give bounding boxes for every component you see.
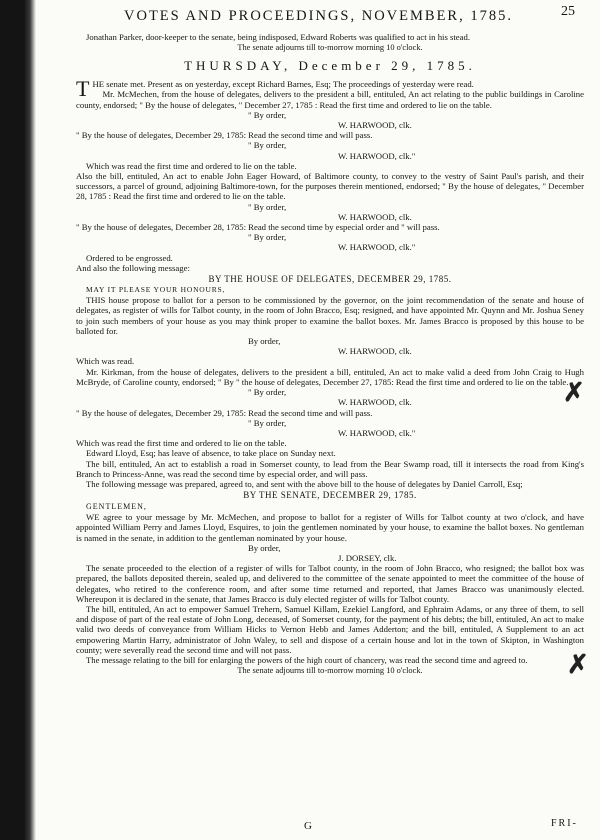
paragraph-parker: Jonathan Parker, door-keeper to the senate, being indisposed, Edward Roberts was qualified to act in his stead. — [86, 32, 471, 42]
clerk-signature: W. HARWOOD, clk. — [338, 346, 412, 357]
clerk-signature: W. HARWOOD, clk. — [338, 120, 412, 131]
paragraph-mechen-bill: Mr. McMechen, from the house of delegates, delivers to the president a bill, entituled, An act relating to the public buildings in Caroline county, endorsed; " By the house of delegates, " December 27, 1785 : Read the first time and ordered to lie on the table. — [76, 89, 584, 110]
clerk-signature: W. HARWOOD, clk." — [338, 242, 416, 253]
catchword: FRI- — [551, 818, 578, 829]
endorsement-quote: " By the house of delegates, December 29, 1785: Read the second time and will pass. — [76, 130, 373, 141]
clerk-signature: W. HARWOOD, clk. — [338, 397, 412, 408]
paragraph-following-message: And also the following message: — [76, 262, 190, 273]
by-order: By order, — [248, 336, 281, 347]
salutation: MAY IT PLEASE YOUR HONOURS, — [86, 285, 226, 295]
clerk-signature: W. HARWOOD, clk. — [338, 211, 412, 222]
page-number: 25 — [561, 4, 575, 19]
endorsement-quote: " By the house of delegates, December 28, 1785: Read the second time by especial order and " will pass. — [76, 222, 440, 233]
by-order: " By order, — [248, 232, 287, 243]
by-order: " By order, — [248, 387, 287, 398]
paragraph-road-bill: The bill, entituled, An act to establish a road in Somerset county, to lead from the Bear Swamp road, till it intersects the road from King's Branch to Princess-Anne, was read the second time by especial order, and will pass. — [76, 458, 584, 479]
paragraph-election: The senate proceeded to the election of a register of wills for Talbot county, in the room of John Bracco, who resigned; the ballot box was prepared, the ballots deposited therein, sealed up, and delivered to the committee of the senate appointed to meet the committee of the house of delegates, who retired to the conference room, and after some time returned and reported, that James Bracco was unanimously elected. Whereupon it is declared in the senate, that James Bracco is duly elected register of wills for Talbot county. — [76, 563, 584, 604]
paragraph-howard-bill: Also the bill, entituled, An act to enable John Eager Howard, of Baltimore county, to convey to the vestry of Saint Paul's parish, and their successors, a parcel of ground, adjoining Baltimore-town, for the purposes therein mentioned, endorsed; " By the house of delegates, " December 28, 1785 : Read the first time and ordered to lie on the table. — [76, 171, 584, 202]
message-heading-senate: BY THE SENATE, DECEMBER 29, 1785. — [243, 490, 417, 501]
paragraph-senate-met-text: HE senate met. Present as on yesterday, except Richard Barnes, Esq; The proceedings of yesterday were read. — [92, 79, 474, 90]
adjournment-notice: The senate adjourns till to-morrow morning 10 o'clock. — [237, 43, 423, 53]
running-title: VOTES AND PROCEEDINGS, NOVEMBER, 1785. — [124, 8, 513, 24]
message-heading-delegates: BY THE HOUSE OF DELEGATES, DECEMBER 29, 1785. — [208, 274, 452, 285]
clerk-signature: W. HARWOOD, clk." — [338, 150, 416, 161]
handwritten-x-mark: ✗ — [567, 650, 589, 679]
by-order: " By order, — [248, 140, 287, 151]
scan-binding-edge — [0, 0, 36, 840]
clerk-signature: W. HARWOOD, clk." — [338, 427, 416, 438]
by-order: " By order, — [248, 417, 287, 428]
paragraph-ballot-proposal: THIS house propose to ballot for a person to be commissioned by the governor, on the joint recommendation of the senate and house of delegates, as register of wills for Talbot county, in the room of John Bracco, Esq; resigned, and have appointed Mr. Quynn and Mr. Joshua Seney to join such members of your house as you may think proper to examine the ballot boxes. Mr. James Bracco is proposed by this house to be balloted for. — [76, 295, 584, 336]
handwritten-x-mark: ✗ — [563, 378, 585, 407]
clerk-signature-dorsey: J. DORSEY, clk. — [338, 552, 397, 563]
salutation-gentlemen: GENTLEMEN, — [86, 502, 147, 512]
page-header — [76, 2, 584, 32]
paragraph-which-was-read: Which was read. — [76, 356, 135, 367]
by-order: " By order, — [248, 201, 287, 212]
text-column — [76, 2, 584, 676]
endorsement-quote: " By the house of delegates, December 29, 1785: Read the second time and will pass. — [76, 407, 373, 418]
adjournment-notice: The senate adjourns till to-morrow morning 10 o'clock. — [237, 666, 423, 676]
drop-cap: T — [76, 76, 90, 102]
paragraph-which-read: Which was read the first time and ordered to lie on the table. — [86, 160, 297, 171]
paragraph-we-agree: WE agree to your message by Mr. McMechen, and propose to ballot for a register of Wills for Talbot county at two o'clock, and have appointed William Perry and James Lloyd, Esquires, to join the gentlemen nominated by your house, to examine the ballot boxes. No gentleman is named in the senate, in addition to the gentleman nominated by your house. — [76, 512, 584, 543]
day-heading: THURSDAY, December 29, 1785. — [184, 58, 476, 74]
by-order: " By order, — [248, 109, 287, 120]
paragraph-lloyd-leave: Edward Lloyd, Esq; has leave of absence, to take place on Sunday next. — [86, 448, 336, 459]
signature-mark: G — [304, 820, 312, 832]
paragraph-trehern-bills: The bill, entituled, An act to empower Samuel Trehern, Samuel Killam, Ezekiel Langford, and Ephraim Adams, or any three of them, to sell and dispose of part of the real estate of John Long, deceased, of Somerset county, for the payment of his debts; the bill, entituled, An act to make valid two deeds of conveyance from William Hicks to Vernon Hebb and James Adderton; and the bill, entituled, A Supplement to an act empowering Martin Harry, administrator of John Waley, to sell and dispose of a certain house and lot in the town of Skipton, in Washington county; were severally read the second time and will not pass. — [76, 603, 584, 655]
paragraph-which-read: Which was read the first time and ordered to lie on the table. — [76, 438, 287, 449]
paragraph-engrossed: Ordered to be engrossed. — [86, 252, 173, 263]
by-order: By order, — [248, 542, 281, 553]
paragraph-kirkman-bill: Mr. Kirkman, from the house of delegates, delivers to the president a bill, entituled, An act to make valid a deed from John Craig to Hugh McBryde, of Caroline county, endorsed; " By " the house of delegates, December 27, 1785: Read the first time and ordered to lie on the table. — [76, 366, 584, 387]
paragraph-message-prepared: The following message was prepared, agreed to, and sent with the above bill to the house of delegates by Daniel Carroll, Esq; — [86, 478, 523, 489]
paragraph-chancery: The message relating to the bill for enlarging the powers of the high court of chancery, was read the second time and agreed to. — [86, 654, 528, 665]
